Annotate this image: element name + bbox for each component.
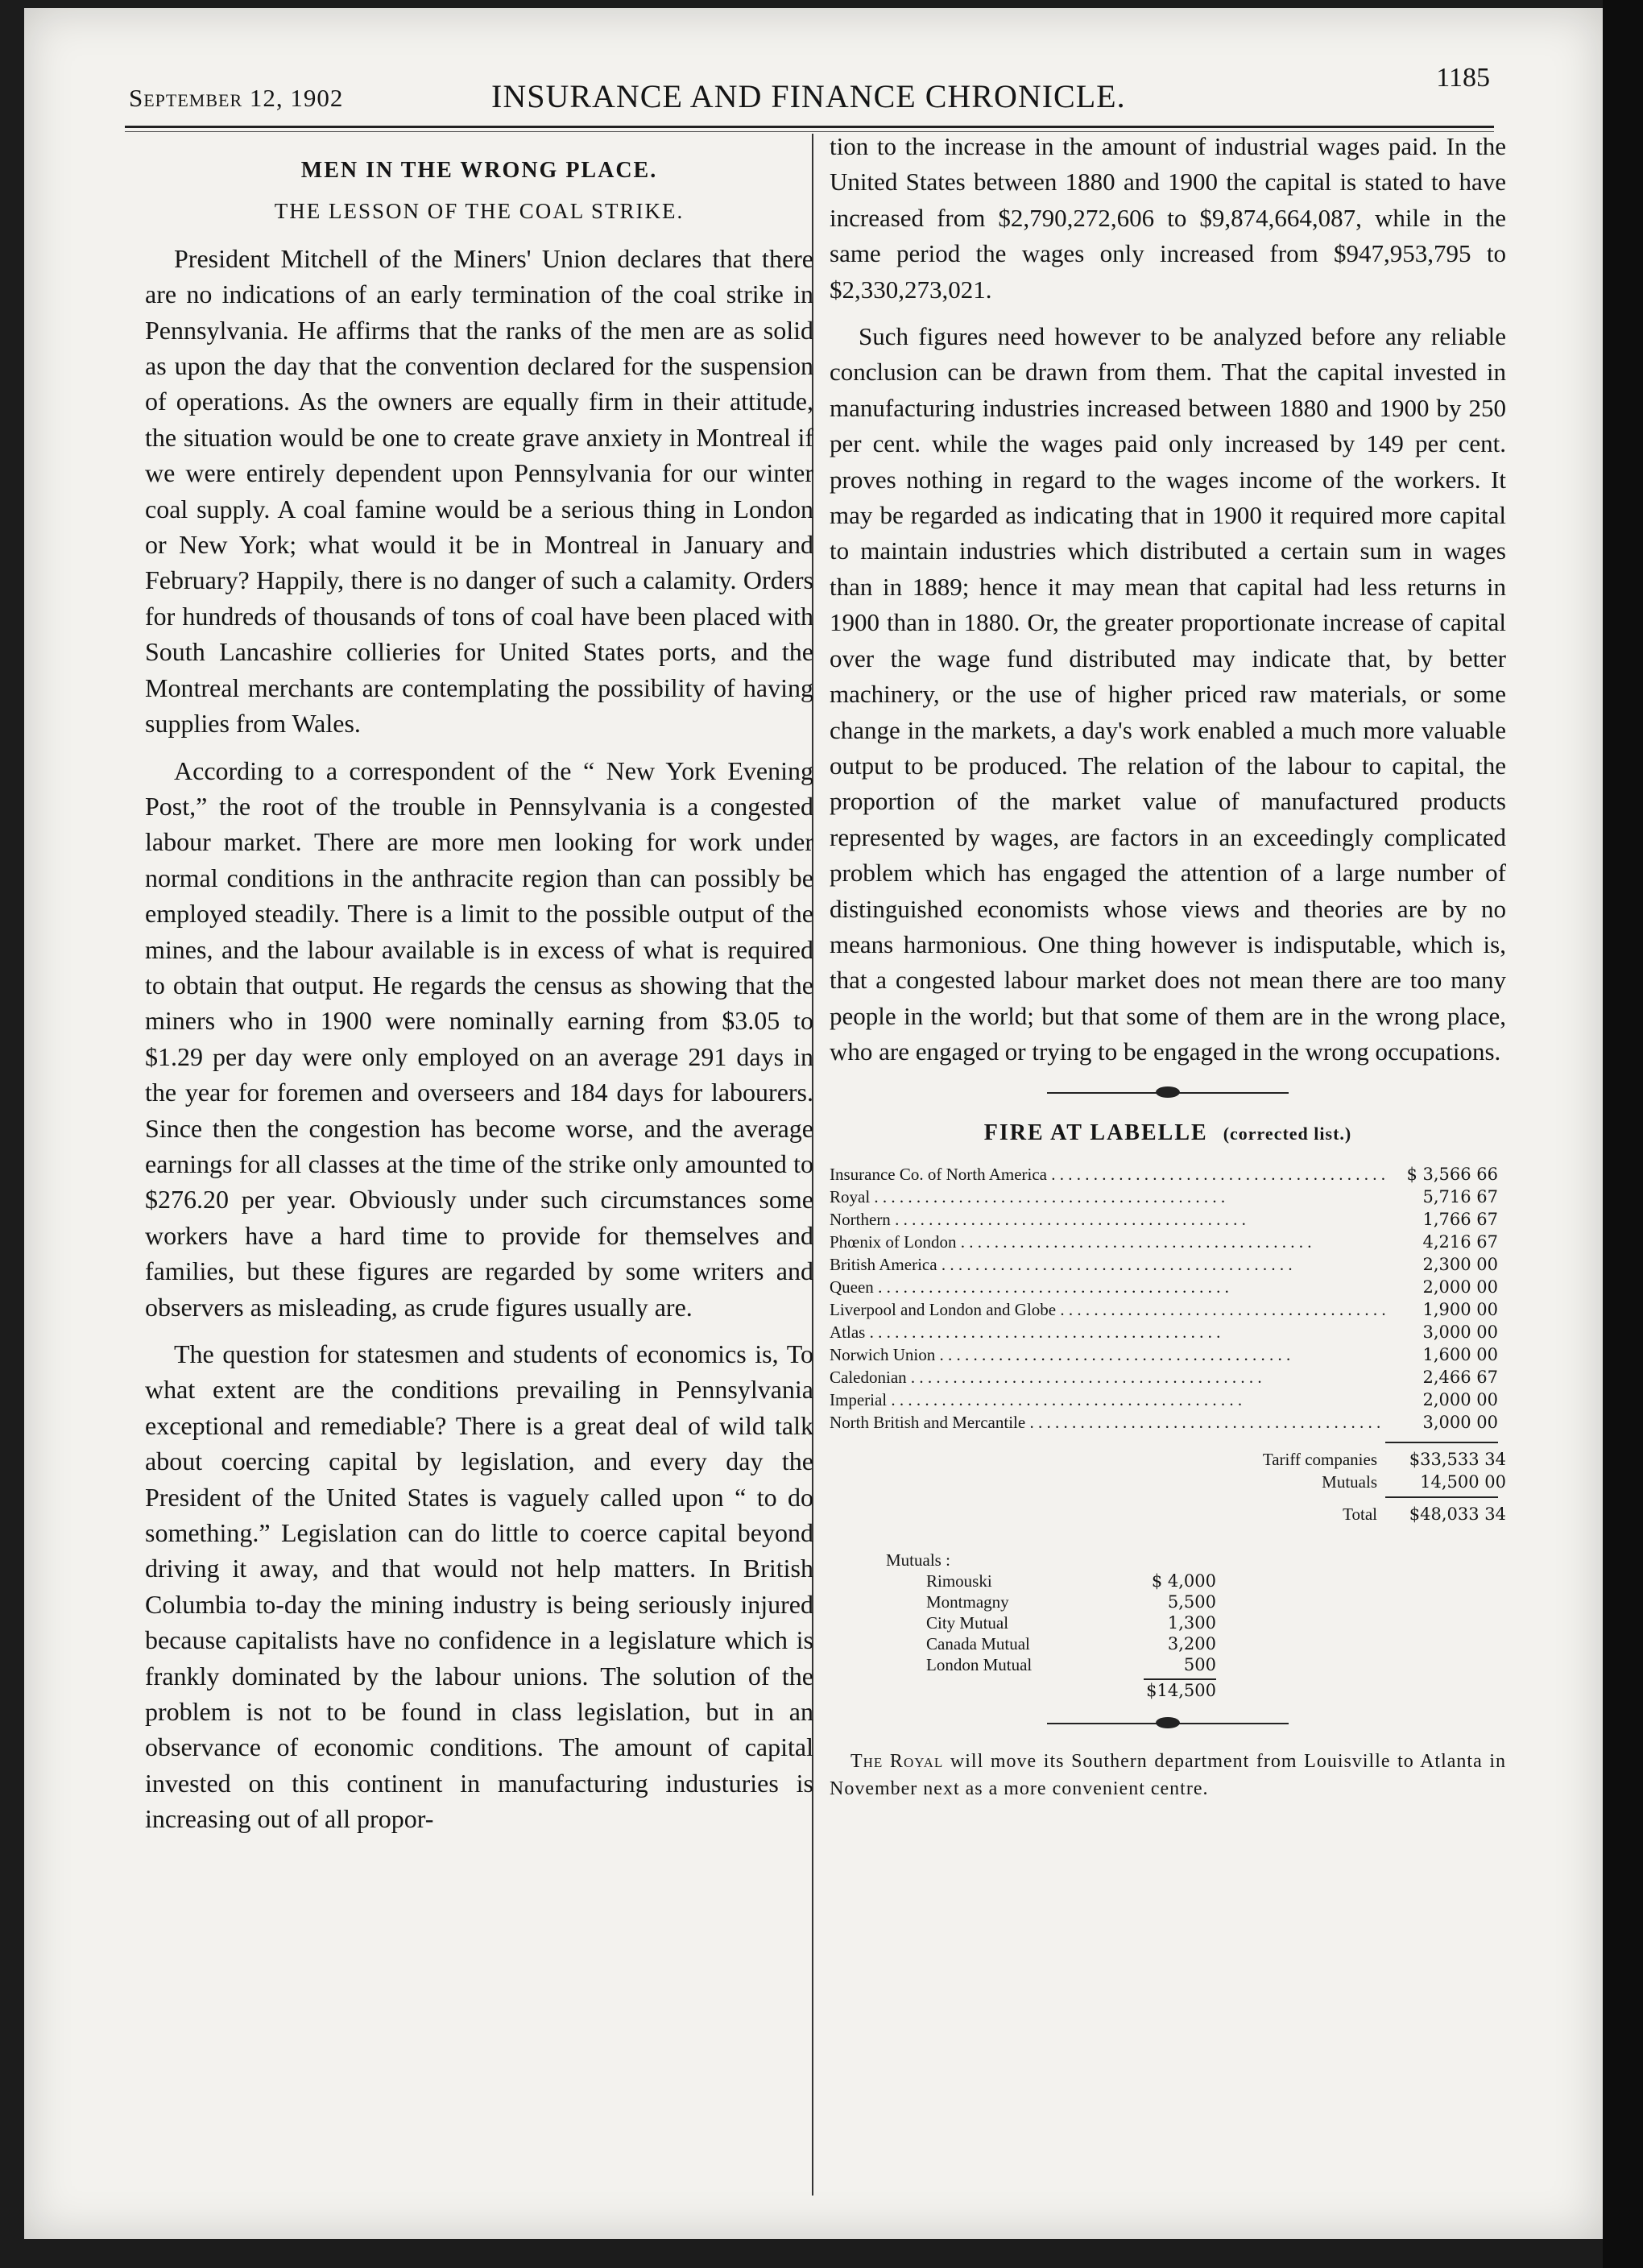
company-name: Royal . . . — [830, 1186, 1385, 1208]
company-amount: 1,766 67 — [1422, 1209, 1498, 1229]
page-header — [129, 63, 1490, 119]
company-name: Liverpool and London and Globe . . . — [830, 1298, 1385, 1321]
ornament-divider — [830, 1715, 1506, 1732]
list-item — [886, 1654, 1224, 1675]
totals-block — [830, 1442, 1506, 1525]
mutual-amount: 5,500 — [1167, 1591, 1216, 1612]
tariff-amount: $33,533 34 — [1409, 1449, 1506, 1469]
article-paragraph: The question for statesmen and students of economics is, To what extent are the conditions prevailing in Pennsylvania exceptional and remediable? There is a great deal of wild talk about coercing capital by legislation, and every day the President of the United States is vaguely called upon “ to do something.” Legislation can do little to coerce capital beyond driving it away, and that would not help matters. In British Columbia to-day the mining industry is being seriously injured because capitalists have no confidence in a legislature which is frankly dominated by the labour unions. The solution of the problem is not to be found in class legislation, but in an observance of economic conditions. The amount of capital invested on this continent in manufacturing industuries is increasing out of all propor- — [145, 1339, 813, 1834]
note-lead: The Royal — [850, 1750, 944, 1772]
mutuals-row — [830, 1471, 1506, 1493]
mutual-name: Montmagny — [926, 1591, 1009, 1612]
list-item — [886, 1633, 1224, 1654]
table-row — [830, 1343, 1498, 1366]
header-title: INSURANCE AND FINANCE CHRONICLE. — [491, 78, 1126, 114]
ornament-diamond-icon — [1156, 1717, 1180, 1728]
company-amount: $ 3,566 66 — [1406, 1164, 1498, 1184]
table-row — [830, 1276, 1498, 1298]
total-row — [830, 1503, 1506, 1525]
right-column — [830, 129, 1506, 1802]
table-row — [830, 1163, 1498, 1186]
article-subtitle: THE LESSON OF THE COAL STRIKE. — [274, 199, 685, 224]
table-row — [830, 1389, 1498, 1411]
mutual-name: Rimouski — [926, 1571, 992, 1591]
table-row — [830, 1231, 1498, 1253]
mutual-amount: 3,200 — [1167, 1633, 1216, 1653]
tariff-row — [830, 1448, 1506, 1471]
fire-title-text: FIRE AT LABELLE — [983, 1120, 1208, 1145]
company-name: Imperial . . . — [830, 1389, 1385, 1411]
mutual-amount: 1,300 — [1167, 1612, 1216, 1633]
note-text: will move its Southern department from Louisville to Atlanta in November next as a more convenient centre. — [830, 1750, 1507, 1799]
tariff-label: Tariff companies — [1262, 1449, 1377, 1469]
mutuals-amount: 14,500 00 — [1420, 1471, 1506, 1492]
mutuals-label: Mutuals — [1322, 1471, 1377, 1492]
article-paragraph: tion to the increase in the amount of industrial wages paid. In the United States between 1880 and 1900 the capital is stated to have increased from $2,790,272,606 to $9,874,664,087, while in the same period the wages only increased from $947,953,795 to $2,330,273,021. — [830, 132, 1506, 304]
fire-title-sub: (corrected list.) — [1223, 1123, 1352, 1144]
company-amount: 1,900 00 — [1422, 1299, 1498, 1319]
mutual-name: Canada Mutual — [926, 1633, 1030, 1653]
table-row — [830, 1253, 1498, 1276]
table-row — [830, 1366, 1498, 1389]
totals-rule — [1385, 1496, 1498, 1498]
article-paragraph: President Mitchell of the Miners' Union declares that there are no indications of an early termination of the coal strike in Pennsylvania. He affirms that the ranks of the men are as solid as upon the day that the convention declared for the suspension of operations. As the owners are equally firm in their attitude, the situation would be one to create grave anxiety in Montreal if we were entirely dependent upon Pennsylvania for our winter coal supply. A coal famine would be a serious thing in London or New York; what would it be in Montreal in January and February? Happily, there is no danger of such a calamity. Orders for hundreds of thousands of tons of coal have been placed with South Lancashire collieries for United States ports, and the Montreal merchants are contemplating the possibility of having supplies from Wales. — [145, 243, 813, 739]
insurance-table — [830, 1163, 1498, 1434]
mutuals-heading: Mutuals : — [886, 1550, 950, 1570]
company-amount: 3,000 00 — [1422, 1322, 1498, 1342]
company-amount: 3,000 00 — [1422, 1412, 1498, 1432]
article-title: MEN IN THE WRONG PLACE. — [300, 158, 658, 183]
totals-rule — [1385, 1442, 1498, 1443]
company-name: Caledonian . . . — [830, 1366, 1385, 1389]
left-column — [145, 145, 813, 1848]
total-amount: $48,033 34 — [1409, 1504, 1506, 1524]
company-amount: 2,300 00 — [1422, 1254, 1498, 1274]
fire-report-title — [830, 1115, 1506, 1152]
mutual-amount: 500 — [1183, 1654, 1216, 1674]
company-amount: 2,466 67 — [1422, 1367, 1498, 1387]
table-row — [830, 1411, 1498, 1434]
company-name: British America . . . — [830, 1253, 1385, 1276]
ornament-divider — [830, 1085, 1506, 1101]
company-amount: 2,000 00 — [1422, 1277, 1498, 1297]
list-item — [886, 1571, 1224, 1591]
page-number: 1185 — [1436, 63, 1490, 93]
company-amount: 5,716 67 — [1422, 1186, 1498, 1206]
mutual-amount: $ 4,000 — [1151, 1571, 1216, 1591]
article-paragraph: According to a correspondent of the “ New York Evening Post,” the root of the trouble in Pennsylvania is a congested labour market. There are more men looking for work under normal conditions in the anthracite region than can possibly be employed steadily. There is a limit to the possible output of the mines, and the labour available is in excess of what is required to obtain that output. He regards the census as showing that the miners who in 1900 were nominally earning from $3.05 to $1.29 per day were only employed on an average 291 days in the year for foremen and overseers and 184 days for labourers. Since then the congestion has become worse, and the average earnings for all classes at the time of the strike only amounted to $276.20 per year. Obviously under such circumstances some workers have a hard time to provide for themselves and families, but these figures are regarded by some writers and observers as misleading, as crude figures usually are. — [145, 755, 813, 1322]
company-name: Norwich Union . . . — [830, 1343, 1385, 1366]
total-label: Total — [1343, 1504, 1377, 1524]
table-row — [830, 1186, 1498, 1208]
list-item — [886, 1591, 1224, 1612]
table-row — [830, 1208, 1498, 1231]
company-name: Northern . . . — [830, 1208, 1385, 1231]
ornament-diamond-icon — [1156, 1086, 1180, 1098]
header-rule — [125, 126, 1494, 128]
company-name: Atlas . . . — [830, 1321, 1385, 1343]
table-row — [830, 1298, 1498, 1321]
company-name: Phœnix of London . . . — [830, 1231, 1385, 1253]
mutual-name: London Mutual — [926, 1654, 1033, 1674]
company-name: Queen . . . — [830, 1276, 1385, 1298]
company-amount: 2,000 00 — [1422, 1389, 1498, 1409]
mutual-name: City Mutual — [926, 1612, 1009, 1633]
header-date: September 12, 1902 — [129, 84, 344, 112]
scan-edge — [1603, 0, 1643, 2268]
list-item — [886, 1612, 1224, 1633]
company-amount: 1,600 00 — [1422, 1344, 1498, 1364]
company-name: Insurance Co. of North America . . . — [830, 1163, 1385, 1186]
mutuals-list — [886, 1550, 1224, 1701]
company-name: North British and Mercantile . . . — [830, 1411, 1385, 1434]
news-note — [830, 1748, 1506, 1802]
table-row — [830, 1321, 1498, 1343]
company-amount: 4,216 67 — [1422, 1231, 1498, 1252]
mutuals-total: $14,500 — [1146, 1680, 1216, 1700]
article-paragraph: Such figures need however to be analyzed before any reliable conclusion can be drawn from them. That the capital invested in manufacturing industries increased between 1880 and 1900 by 250 per cent. while the wages paid only increased by 149 per cent. proves nothing in regard to the wages income of the workers. It may be regarded as indicating that in 1900 it required more capital to maintain industries which distributed a certain sum in wages than in 1889; hence it may mean that capital had less returns in 1900 than in 1880. Or, the greater proportionate increase of capital over the wage fund distributed may indicate that, by better machinery, or the use of higher priced raw materials, or some change in the markets, a day's work enabled a much more valuable output to be produced. The relation of the labour to capital, the proportion of the market value of manufactured products represented by wages, are factors in an exceedingly complicated problem which has engaged the attention of a large number of distinguished economists whose views and theories are by no means harmonious. One thing however is indisputable, which is, that a congested labour market does not mean there are too many people in the world; but that some of them are in the wrong place, who are engaged or trying to be engaged in the wrong occupations. — [830, 322, 1506, 1066]
